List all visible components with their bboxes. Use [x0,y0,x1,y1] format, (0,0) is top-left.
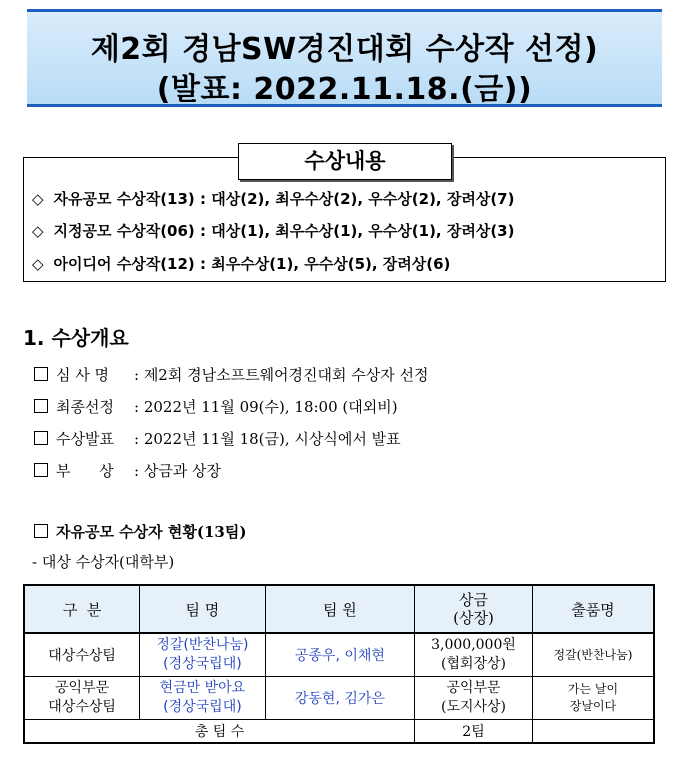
cell-prize: 3,000,000원 (협회장상) [415,633,533,676]
overview-label: 수상발표 [56,430,114,448]
checkbox-icon [34,399,48,413]
header-team: 팀 명 [140,585,266,633]
cell-members: 공종우, 이채현 [265,633,414,676]
award-text: 아이디어 수상작(12) : 최우수상(1), 우수상(5), 장려상(6) [53,255,451,273]
header-entry: 출품명 [532,585,654,633]
subsection-heading [34,521,246,542]
diamond-icon: ◇ [32,190,44,208]
title-line-2: (발표: 2022.11.18.(금)) [156,72,533,107]
award-line-1 [32,188,514,209]
checkbox-icon [34,367,48,381]
overview-item [34,396,398,417]
overview-item [34,364,429,385]
table-row [24,676,654,719]
winners-table [23,584,655,744]
overview-value: : 상금과 상장 [134,462,222,480]
overview-value: : 2022년 11월 09(수), 18:00 (대외비) [134,398,398,416]
cell-category: 공익부문 대상수상팀 [24,676,140,719]
award-line-3 [32,253,450,274]
total-label: 총 팀 수 [24,719,415,743]
subsection-note: - 대상 수상자(대학부) [32,553,175,571]
diamond-icon: ◇ [32,222,44,240]
cell-entry: 정갈(반찬나눔) [532,633,654,676]
total-empty [532,719,654,743]
cell-team: 정갈(반찬나눔) (경상국립대) [140,633,266,676]
overview-value: : 2022년 11월 18(금), 시상식에서 발표 [134,430,401,448]
overview-label: 심 사 명 [56,366,110,384]
header-members: 팀 원 [265,585,414,633]
checkbox-icon [34,463,48,477]
title-line-1: 제2회 경남SW경진대회 수상작 선정) [90,32,599,67]
subsection-heading-text: 자유공모 수상자 현황(13팀) [56,523,247,541]
cell-team: 현금만 받아요 (경상국립대) [140,676,266,719]
cell-members: 강동현, 김가은 [265,676,414,719]
header-prize: 상금 (상장) [415,585,533,633]
overview-label: 부 상 [56,462,114,480]
title-banner [27,9,662,107]
cell-category: 대상수상팀 [24,633,140,676]
award-line-2 [32,220,514,241]
section-heading: 1. 수상개요 [23,326,129,350]
checkbox-icon [34,431,48,445]
overview-value: : 제2회 경남소프트웨어경진대회 수상자 선정 [134,366,429,384]
award-text: 자유공모 수상작(13) : 대상(2), 최우수상(2), 우수상(2), 장려상(7) [53,190,515,208]
total-value: 2팀 [415,719,533,743]
award-text: 지정공모 수상작(06) : 대상(1), 최우수상(1), 우수상(1), 장려상(3) [53,222,515,240]
checkbox-icon [34,524,48,538]
overview-label: 최종선정 [56,398,114,416]
diamond-icon: ◇ [32,255,44,273]
awards-heading: 수상내용 [238,143,452,180]
table-total-row [24,719,654,743]
header-category: 구 분 [24,585,140,633]
cell-prize: 공익부문 (도지사상) [415,676,533,719]
table-row [24,633,654,676]
overview-item [34,460,221,481]
cell-entry: 가는 날이 장날이다 [532,676,654,719]
table-header-row [24,585,654,633]
overview-item [34,428,401,449]
